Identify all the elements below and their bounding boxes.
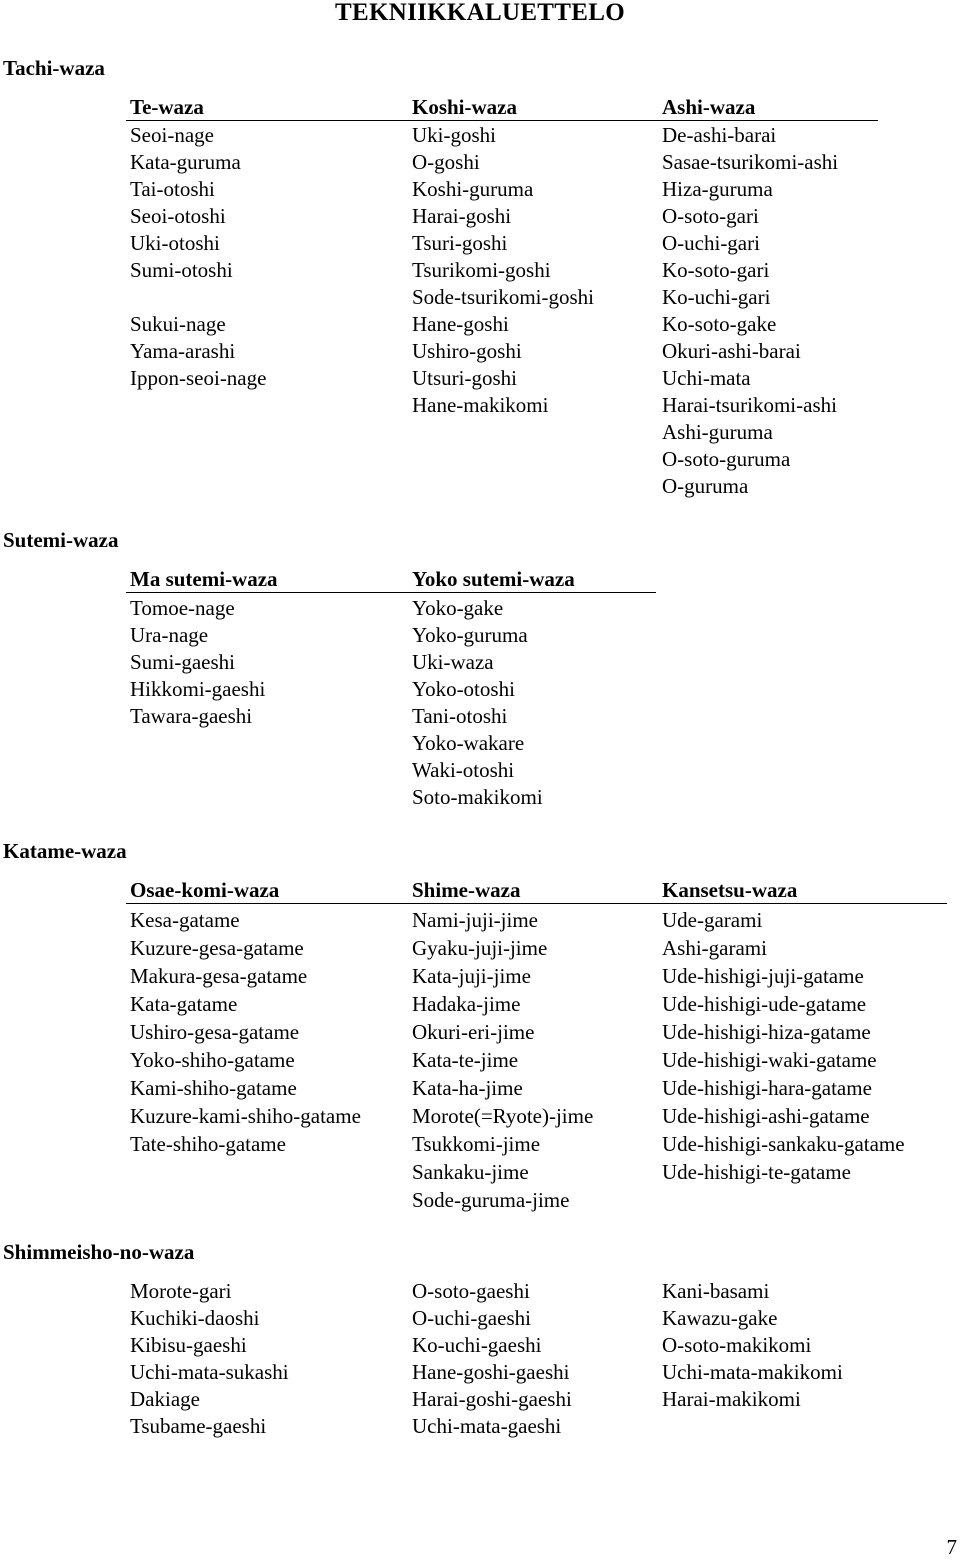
technique-item: Kata-juji-jime: [412, 964, 531, 988]
technique-item: Ude-hishigi-juji-gatame: [662, 964, 864, 988]
osae-komi-waza-list: [130, 906, 361, 1158]
technique-item: Yoko-wakare: [412, 731, 525, 755]
technique-item: Yama-arashi: [130, 339, 236, 363]
technique-item: O-soto-gaeshi: [412, 1279, 530, 1303]
technique-item: Ura-nage: [130, 623, 209, 647]
technique-item: O-soto-makikomi: [662, 1333, 812, 1357]
technique-item: Hane-makikomi: [412, 393, 549, 417]
technique-item: Seoi-nage: [130, 123, 214, 147]
ma-sutemi-waza-list: [130, 595, 265, 730]
technique-item: Kani-basami: [662, 1279, 770, 1303]
technique-item: Kawazu-gake: [662, 1306, 778, 1330]
ashi-waza-list: [662, 122, 838, 500]
column-header-osae-komi-waza: Osae-komi-waza: [130, 878, 280, 902]
column-header-ma-sutemi-waza: Ma sutemi-waza: [130, 567, 278, 591]
technique-item: Ushiro-goshi: [412, 339, 522, 363]
technique-item: Ude-hishigi-te-gatame: [662, 1160, 851, 1184]
technique-item: Ude-hishigi-hara-gatame: [662, 1076, 872, 1100]
section-heading-katame-waza: Katame-waza: [3, 839, 127, 863]
technique-item: Okuri-ashi-barai: [662, 339, 801, 363]
technique-item: Ude-hishigi-sankaku-gatame: [662, 1132, 905, 1156]
technique-item: Uki-otoshi: [130, 231, 220, 255]
technique-item: Kuchiki-daoshi: [130, 1306, 260, 1330]
technique-item: Ko-soto-gari: [662, 258, 770, 282]
technique-item: Tai-otoshi: [130, 177, 215, 201]
shime-waza-list: [412, 906, 593, 1214]
technique-item: Tsubame-gaeshi: [130, 1414, 267, 1438]
header-underline: [126, 903, 947, 904]
technique-item: Kibisu-gaeshi: [130, 1333, 247, 1357]
technique-item: Tsurikomi-goshi: [412, 258, 551, 282]
technique-item: Makura-gesa-gatame: [130, 964, 308, 988]
technique-item: O-soto-guruma: [662, 447, 791, 471]
technique-item: Hane-goshi-gaeshi: [412, 1360, 570, 1384]
technique-item: Kuzure-gesa-gatame: [130, 936, 304, 960]
technique-item: Ude-hishigi-ude-gatame: [662, 992, 867, 1016]
technique-item: Yoko-otoshi: [412, 677, 515, 701]
technique-item: O-soto-gari: [662, 204, 759, 228]
technique-item: Koshi-guruma: [412, 177, 534, 201]
technique-item: Kuzure-kami-shiho-gatame: [130, 1104, 361, 1128]
column-header-kansetsu-waza: Kansetsu-waza: [662, 878, 798, 902]
yoko-sutemi-waza-list: [412, 595, 543, 811]
kansetsu-waza-list: [662, 906, 905, 1186]
column-header-te-waza: Te-waza: [130, 95, 204, 119]
technique-item: Sasae-tsurikomi-ashi: [662, 150, 839, 174]
technique-item: Yoko-gake: [412, 596, 504, 620]
technique-item: Hadaka-jime: [412, 992, 521, 1016]
technique-item: Sumi-otoshi: [130, 258, 233, 282]
shimmeisho-list-2: [412, 1278, 572, 1440]
header-underline: [126, 120, 878, 121]
technique-item: O-goshi: [412, 150, 480, 174]
column-header-koshi-waza: Koshi-waza: [412, 95, 517, 119]
shimmeisho-list-1: [130, 1278, 289, 1440]
page-title: TEKNIIKKALUETTELO: [335, 0, 625, 26]
technique-item: Okuri-eri-jime: [412, 1020, 535, 1044]
technique-item: Soto-makikomi: [412, 785, 543, 809]
technique-item: Hikkomi-gaeshi: [130, 677, 266, 701]
technique-item: Uchi-mata-makikomi: [662, 1360, 843, 1384]
technique-item: Gyaku-juji-jime: [412, 936, 548, 960]
column-header-ashi-waza: Ashi-waza: [662, 95, 756, 119]
technique-item: Harai-makikomi: [662, 1387, 801, 1411]
column-header-shime-waza: Shime-waza: [412, 878, 521, 902]
technique-item: Kata-gatame: [130, 992, 238, 1016]
technique-item: Tomoe-nage: [130, 596, 235, 620]
technique-item: Nami-juji-jime: [412, 908, 538, 932]
technique-item: Hane-goshi: [412, 312, 509, 336]
koshi-waza-list: [412, 122, 594, 419]
technique-item: Ude-hishigi-waki-gatame: [662, 1048, 877, 1072]
technique-item: Sankaku-jime: [412, 1160, 529, 1184]
header-underline: [126, 592, 656, 593]
shimmeisho-list-3: [662, 1278, 843, 1413]
technique-item: Tsuri-goshi: [412, 231, 508, 255]
technique-item: [130, 284, 266, 311]
technique-item: Ashi-garami: [662, 936, 767, 960]
technique-item: Sode-guruma-jime: [412, 1188, 570, 1212]
technique-item: Uchi-mata-gaeshi: [412, 1414, 562, 1438]
technique-item: Kata-ha-jime: [412, 1076, 523, 1100]
technique-item: Ippon-seoi-nage: [130, 366, 267, 390]
technique-item: Sode-tsurikomi-goshi: [412, 285, 594, 309]
technique-item: Uki-waza: [412, 650, 494, 674]
technique-item: O-uchi-gari: [662, 231, 760, 255]
technique-item: Tsukkomi-jime: [412, 1132, 541, 1156]
technique-item: Uchi-mata-sukashi: [130, 1360, 289, 1384]
technique-item: Kata-te-jime: [412, 1048, 519, 1072]
technique-item: Ko-soto-gake: [662, 312, 777, 336]
section-heading-shimmeisho-no-waza: Shimmeisho-no-waza: [3, 1240, 195, 1264]
column-header-yoko-sutemi-waza: Yoko sutemi-waza: [412, 567, 575, 591]
page-number: 7: [946, 1535, 957, 1559]
technique-item: O-guruma: [662, 474, 749, 498]
technique-item: Kata-guruma: [130, 150, 241, 174]
technique-item: Waki-otoshi: [412, 758, 515, 782]
te-waza-list: [130, 122, 266, 392]
technique-item: Harai-goshi-gaeshi: [412, 1387, 572, 1411]
technique-item: Ashi-guruma: [662, 420, 773, 444]
technique-item: Tawara-gaeshi: [130, 704, 253, 728]
technique-item: Harai-tsurikomi-ashi: [662, 393, 837, 417]
technique-item: Utsuri-goshi: [412, 366, 517, 390]
technique-item: Kesa-gatame: [130, 908, 240, 932]
technique-item: Dakiage: [130, 1387, 200, 1411]
technique-item: De-ashi-barai: [662, 123, 777, 147]
technique-item: Yoko-shiho-gatame: [130, 1048, 295, 1072]
technique-item: Ude-hishigi-ashi-gatame: [662, 1104, 870, 1128]
technique-item: Ude-hishigi-hiza-gatame: [662, 1020, 871, 1044]
technique-item: Sumi-gaeshi: [130, 650, 235, 674]
technique-item: Tani-otoshi: [412, 704, 508, 728]
technique-item: Yoko-guruma: [412, 623, 528, 647]
section-heading-sutemi-waza: Sutemi-waza: [3, 528, 119, 552]
section-heading-tachi-waza: Tachi-waza: [3, 56, 105, 80]
technique-item: Uchi-mata: [662, 366, 751, 390]
technique-item: Ude-garami: [662, 908, 763, 932]
technique-item: Hiza-guruma: [662, 177, 773, 201]
technique-item: O-uchi-gaeshi: [412, 1306, 531, 1330]
technique-item: Morote-gari: [130, 1279, 232, 1303]
technique-item: Uki-goshi: [412, 123, 496, 147]
technique-item: Harai-goshi: [412, 204, 512, 228]
technique-item: Ushiro-gesa-gatame: [130, 1020, 300, 1044]
technique-item: Sukui-nage: [130, 312, 226, 336]
technique-item: Tate-shiho-gatame: [130, 1132, 286, 1156]
technique-item: Seoi-otoshi: [130, 204, 226, 228]
technique-item: Morote(=Ryote)-jime: [412, 1104, 594, 1128]
technique-item: Kami-shiho-gatame: [130, 1076, 297, 1100]
technique-item: Ko-uchi-gaeshi: [412, 1333, 542, 1357]
technique-item: Ko-uchi-gari: [662, 285, 771, 309]
